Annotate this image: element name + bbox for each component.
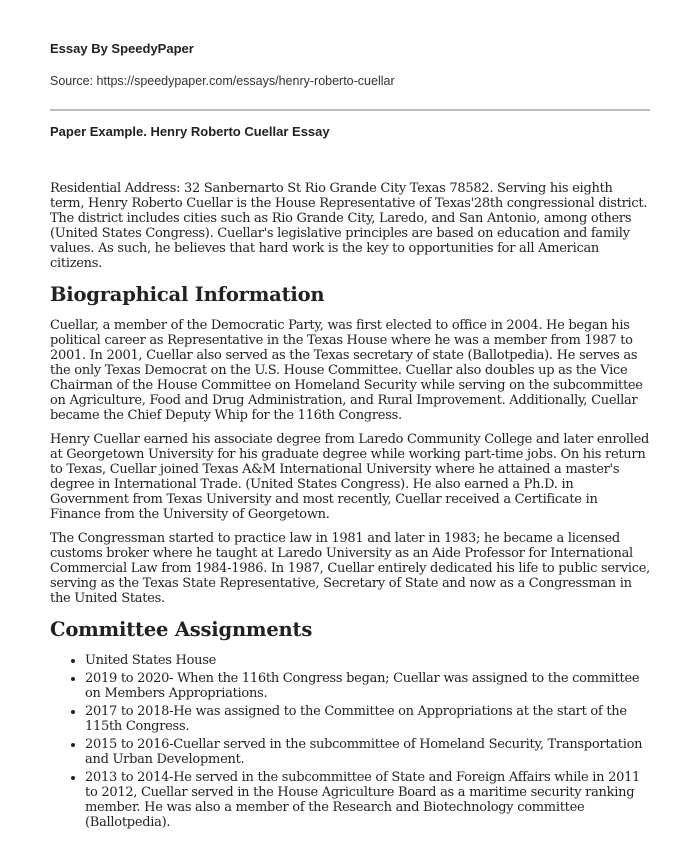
list-item: • 2019 to 2020- When the 116th Congress began; Cuellar was assigned to the committee on Members Appropriations. <box>85 671 650 701</box>
bio-paragraph-1: Cuellar, a member of the Democratic Party, was first elected to office in 2004. He began his political career as Representative in the Texas House where he was a member from 1987 to 2001. In 2001, Cuellar also served as the Texas secretary of state (Ballotpedia). He serves as the only Texas Democrat on the U.S. House Committee. Cuellar also doubles up as the Vice Chairman of the House Committee on Homeland Security while serving on the subcommittee on Agriculture, Food and Drug Administration, and Rural Improvement. Additionally, Cuellar became the Chief Deputy Whip for the 116th Congress. <box>50 318 643 423</box>
list-item: • 2017 to 2018-He was assigned to the Committee on Appropriations at the start of the 115th Congress. <box>85 704 650 734</box>
paper-title: Paper Example. Henry Roberto Cuellar Essay <box>50 124 330 139</box>
list-item: • United States House <box>85 653 650 668</box>
document-header <box>0 0 700 140</box>
bio-heading: Biographical Information <box>50 283 325 306</box>
committee-heading: Committee Assignments <box>50 618 313 641</box>
header-divider <box>50 109 650 111</box>
list-item: • 2015 to 2016-Cuellar served in the subcommittee of Homeland Security, Transportation and Urban Development. <box>85 737 650 767</box>
committee-list <box>50 653 650 830</box>
intro-paragraph: Residential Address: 32 Sanbernarto St Rio Grande City Texas 78582. Serving his eighth term, Henry Roberto Cuellar is the House Representative of Texas'28th congressional district. The district includes cities such as Rio Grande City, Laredo, and San Antonio, among others (United States Congress). Cuellar's legislative principles are based on education and family values. As such, he believes that hard work is the key to opportunities for all American citizens. <box>50 181 648 271</box>
bio-paragraph-2: Henry Cuellar earned his associate degree from Laredo Community College and later enrolled at Georgetown University for his graduate degree while working part-time jobs. On his return to Texas, Cuellar joined Texas A&M International University where he attained a master's degree in International Trade. (United States Congress). He also earned a Ph.D. in Government from Texas University and most recently, Cuellar received a Certificate in Finance from the University of Georgetown. <box>50 432 650 522</box>
essay-body <box>0 181 700 830</box>
list-item: • 2013 to 2014-He served in the subcommittee of State and Foreign Affairs while in 2011 to 2012, Cuellar served in the House Agriculture Board as a maritime security ranking member. He was also a member of the Research and Biotechnology committee (Ballotpedia). <box>85 770 650 830</box>
bio-paragraph-3: The Congressman started to practice law in 1981 and later in 1983; he became a licensed customs broker where he taught at Laredo University as an Aide Professor for International Commercial Law from 1984-1986. In 1987, Cuellar entirely dedicated his life to public service, serving as the Texas State Representative, Secretary of State and now as a Congressman in the United States. <box>50 531 650 606</box>
source-line: Source: https://speedypaper.com/essays/henry-roberto-cuellar <box>50 74 395 88</box>
brand-line: Essay By SpeedyPaper <box>50 41 194 56</box>
